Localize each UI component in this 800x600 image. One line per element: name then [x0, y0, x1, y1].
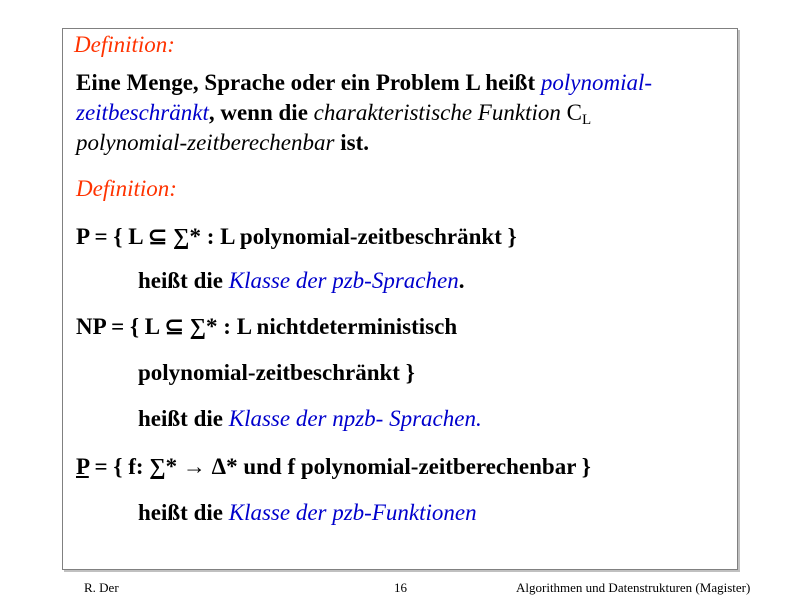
term-zeitbeschraenkt: zeitbeschränkt: [76, 100, 209, 125]
np-definition-line: NP = { L ⊆ ∑* : L nichtdeterministisch: [76, 314, 458, 339]
symbol-p-underlined: P: [76, 454, 89, 479]
def1-line-1: [76, 70, 652, 96]
term-charakteristische-funktion: charakteristische Funktion: [313, 100, 561, 125]
symbol-c-subscript: L: [581, 112, 592, 128]
term-polynomial: polynomial-: [540, 70, 653, 95]
np-definition-line-2: polynomial-zeitbeschränkt }: [138, 360, 415, 385]
symbol-c: C: [560, 100, 582, 125]
pf-definition-line: [76, 454, 591, 480]
def1-text: ist.: [334, 130, 369, 155]
term-klasse-npzb-sprachen: Klasse der npzb- Sprachen.: [228, 406, 482, 431]
np-class-line: [138, 406, 482, 432]
term-klasse-pzb-sprachen: Klasse der pzb-Sprachen: [228, 268, 459, 293]
p-class-period: .: [458, 268, 465, 293]
definition-heading-2: Definition:: [76, 176, 177, 201]
p-class-text: heißt die: [138, 268, 229, 293]
definition-heading-1: Definition:: [74, 32, 175, 57]
term-polynomial-zeitberechenbar: polynomial-zeitberechenbar: [76, 130, 335, 155]
pf-definition-text: = { f: ∑* → Δ* und f polynomial-zeitberechenbar }: [88, 454, 591, 479]
def1-line-2: [76, 100, 591, 129]
pf-class-text: heißt die: [138, 500, 229, 525]
def1-line-3: [76, 130, 369, 156]
np-class-text: heißt die: [138, 406, 229, 431]
pf-class-line: [138, 500, 477, 526]
p-definition-line: P = { L ⊆ ∑* : L polynomial-zeitbeschränkt }: [76, 224, 517, 249]
def1-text: Eine Menge, Sprache oder ein Problem L heißt: [76, 70, 541, 95]
footer-author: R. Der: [84, 580, 119, 595]
footer-course: Algorithmen und Datenstrukturen (Magister): [516, 580, 751, 595]
term-klasse-pzb-funktionen: Klasse der pzb-Funktionen: [228, 500, 477, 525]
p-class-line: [138, 268, 464, 294]
def1-text: , wenn die: [208, 100, 314, 125]
footer-page-number: 16: [394, 580, 407, 595]
